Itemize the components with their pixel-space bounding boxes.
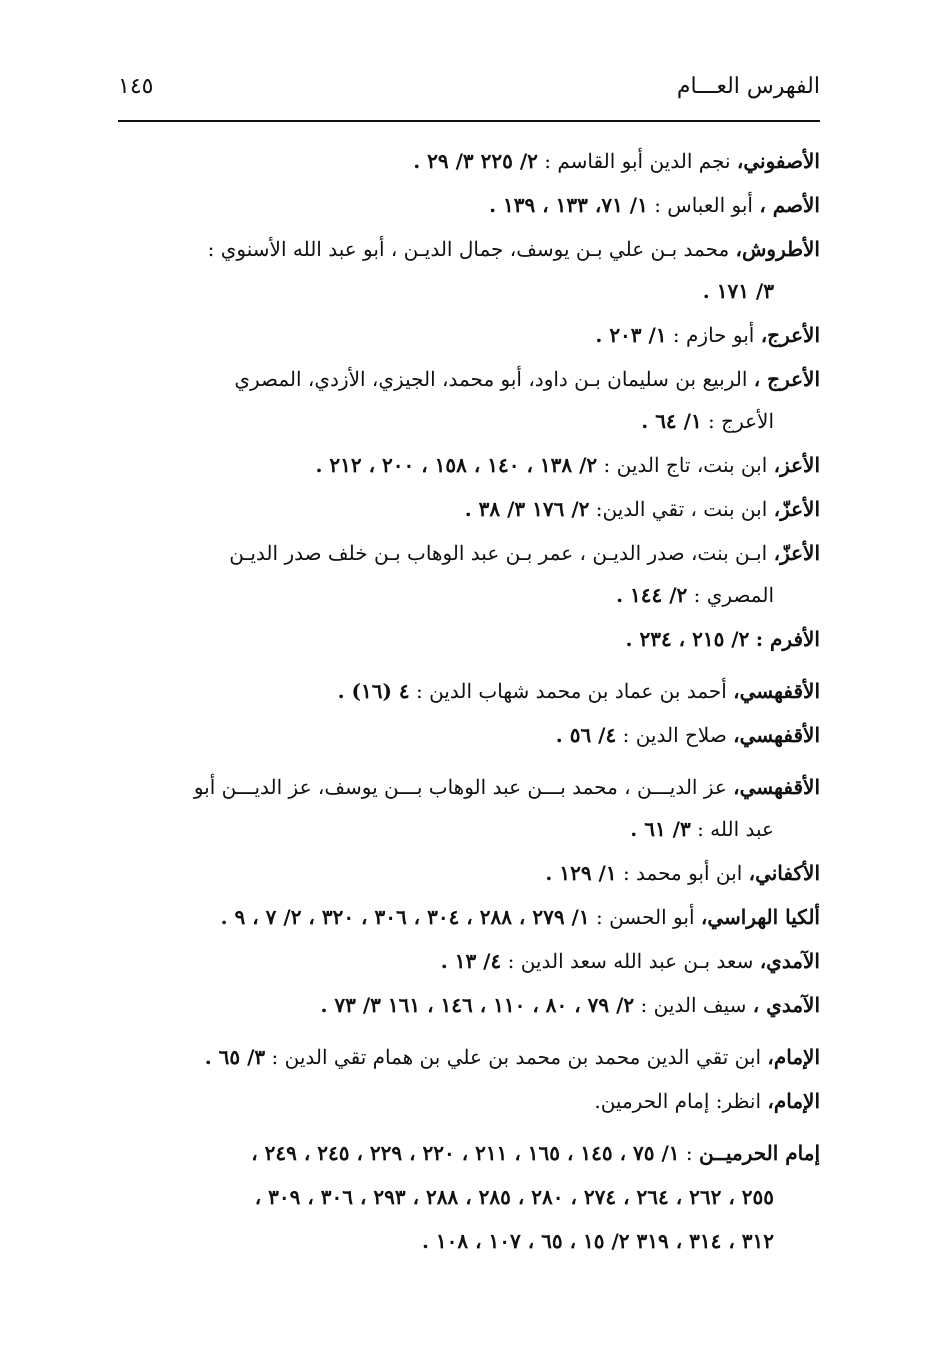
entry-references: ٣/ ٦١ . [630, 817, 691, 841]
entry-references: ٢/ ٢٢٥ ٣/ ٢٩ . [413, 149, 538, 173]
index-entry [118, 444, 820, 486]
entry-name: الأفرم : [755, 627, 820, 651]
page-number: ١٤٥ [118, 74, 154, 99]
entry-name: الآمدي، [759, 949, 820, 973]
entry-references: ٢/ ١٧٦ ٣/ ٣٨ . [464, 497, 590, 521]
index-entry [118, 670, 820, 712]
entry-references: ٤/ ٥٦ . [555, 723, 617, 747]
index-entry [118, 896, 820, 938]
entry-continuation: عبد الله : [690, 817, 774, 841]
index-entry [118, 984, 820, 1026]
index-entry [118, 940, 820, 982]
entry-references: ٣١٢ ، ٣١٤ ، ٣١٩ ٢/ ١٥ ، ٦٥ ، ١٠٧ ، ١٠٨ . [421, 1229, 774, 1253]
entry-description: ابـن بنت، صدر الديـن ، عمر بـن عبد الوهاب بـن خلف صدر الديـن [229, 541, 774, 565]
entry-name: الأصفوني، [736, 149, 820, 173]
entry-name: إمام الحرميــن [699, 1141, 820, 1165]
entry-continuation: المصري : [687, 583, 774, 607]
entry-references: ١/ ٧٥ ، ١٤٥ ، ١٦٥ ، ٢١١ ، ٢٢٠ ، ٢٢٩ ، ٢٤٥ ، ٢٤٩ ، [251, 1141, 680, 1165]
entry-description: نجم الدين أبو القاسم : [537, 149, 737, 173]
entry-references: ١/ ٧١، ١٣٣ ، ١٣٩ . [489, 193, 648, 217]
index-entry [118, 852, 820, 894]
entry-references: ٤ (١٦) . [337, 679, 410, 703]
entry-name: الأعزّ، [773, 497, 820, 521]
entry-references: ٣/ ٦٥ . [204, 1045, 266, 1069]
index-entry-continuation [118, 1176, 820, 1218]
index-entry [118, 184, 820, 226]
entry-references: ١/ ١٢٩ . [545, 861, 617, 885]
entry-name: الإمام، [767, 1045, 820, 1069]
entry-description: ابن أبو محمد : [616, 861, 749, 885]
index-entry [118, 766, 820, 850]
index-entry [118, 618, 820, 660]
entry-name: الأعز، [773, 453, 820, 477]
index-entry [118, 714, 820, 756]
entry-references: ٣/ ١٧١ . [702, 279, 774, 303]
entry-name: الأعرج ، [753, 367, 820, 391]
index-entry [118, 532, 820, 616]
index-entry [118, 228, 820, 312]
index-entry [118, 358, 820, 442]
entry-name: الأقفهسي، [733, 679, 820, 703]
entry-name: الأطروش، [735, 237, 820, 261]
entry-name: الآمدي ، [752, 993, 820, 1017]
entry-description: ابن بنت ، تقي الدين: [589, 497, 774, 521]
entry-description: سعد بـن عبد الله سعد الدين : [501, 949, 760, 973]
index-entry [118, 1132, 820, 1174]
index-entry [118, 1080, 820, 1122]
entry-references: ١/ ٢٠٣ . [595, 323, 667, 347]
entry-references: ١/ ٢٧٩ ، ٢٨٨ ، ٣٠٤ ، ٣٠٦ ، ٣٢٠ ، ٢/ ٧ ، ٩ . [220, 905, 590, 929]
entry-description: أبو الحسن : [589, 905, 701, 929]
entry-description: الربيع بن سليمان بـن داود، أبو محمد، الجيزي، الأزدي، المصري [234, 367, 754, 391]
entry-name: الأكفاني، [748, 861, 820, 885]
entry-name: الأعرج، [760, 323, 820, 347]
entry-description: انظر: إمام الحرمين. [594, 1089, 768, 1113]
entry-references: ٢٥٥ ، ٢٦٢ ، ٢٦٤ ، ٢٧٤ ، ٢٨٠ ، ٢٨٥ ، ٢٨٨ ، ٢٩٣ ، ٣٠٦ ، ٣٠٩ ، [254, 1185, 774, 1209]
index-entry-continuation [118, 1220, 820, 1262]
entry-references: ٢/ ٧٩ ، ٨٠ ، ١١٠ ، ١٤٦ ، ١٦١ ٣/ ٧٣ . [320, 993, 635, 1017]
entry-description: : [679, 1141, 699, 1165]
index-entry [118, 314, 820, 356]
index-entries [118, 140, 820, 1264]
entry-continuation: الأعرج : [701, 409, 774, 433]
entry-name: الأعزّ، [773, 541, 820, 565]
entry-description: عز الديـــن ، محمد بـــن عبد الوهاب بـــن يوسف، عز الديـــن أبو [193, 775, 734, 799]
running-title: الفهرس العـــام [676, 74, 820, 99]
entry-description: صلاح الدين : [616, 723, 734, 747]
entry-name: الإمام، [767, 1089, 820, 1113]
entry-description: ابن تقي الدين محمد بن محمد بن علي بن همام تقي الدين : [265, 1045, 768, 1069]
entry-references: ٤/ ١٣ . [440, 949, 502, 973]
entry-references: ١/ ٦٤ . [641, 409, 702, 433]
entry-description: سيف الدين : [634, 993, 753, 1017]
entry-description: أبو حازم : [666, 323, 761, 347]
entry-description: محمد بـن علي بـن يوسف، جمال الديـن ، أبو عبد الله الأسنوي : [207, 237, 736, 261]
entry-references: ٢/ ٢١٥ ، ٢٣٤ . [625, 627, 750, 651]
page-header [118, 60, 820, 122]
entry-name: ألكيا الهراسي، [700, 905, 820, 929]
entry-references: ٢/ ١٤٤ . [616, 583, 688, 607]
index-entry [118, 140, 820, 182]
entry-description: أبو العباس : [647, 193, 760, 217]
index-entry [118, 488, 820, 530]
entry-description: ابن بنت، تاج الدين : [597, 453, 774, 477]
entry-name: الأقفهسي، [733, 775, 820, 799]
entry-name: الأصم ، [759, 193, 820, 217]
entry-description: أحمد بن عماد بن محمد شهاب الدين : [409, 679, 734, 703]
index-entry [118, 1036, 820, 1078]
entry-references: ٢/ ١٣٨ ، ١٤٠ ، ١٥٨ ، ٢٠٠ ، ٢١٢ . [315, 453, 598, 477]
entry-name: الأقفهسي، [733, 723, 820, 747]
